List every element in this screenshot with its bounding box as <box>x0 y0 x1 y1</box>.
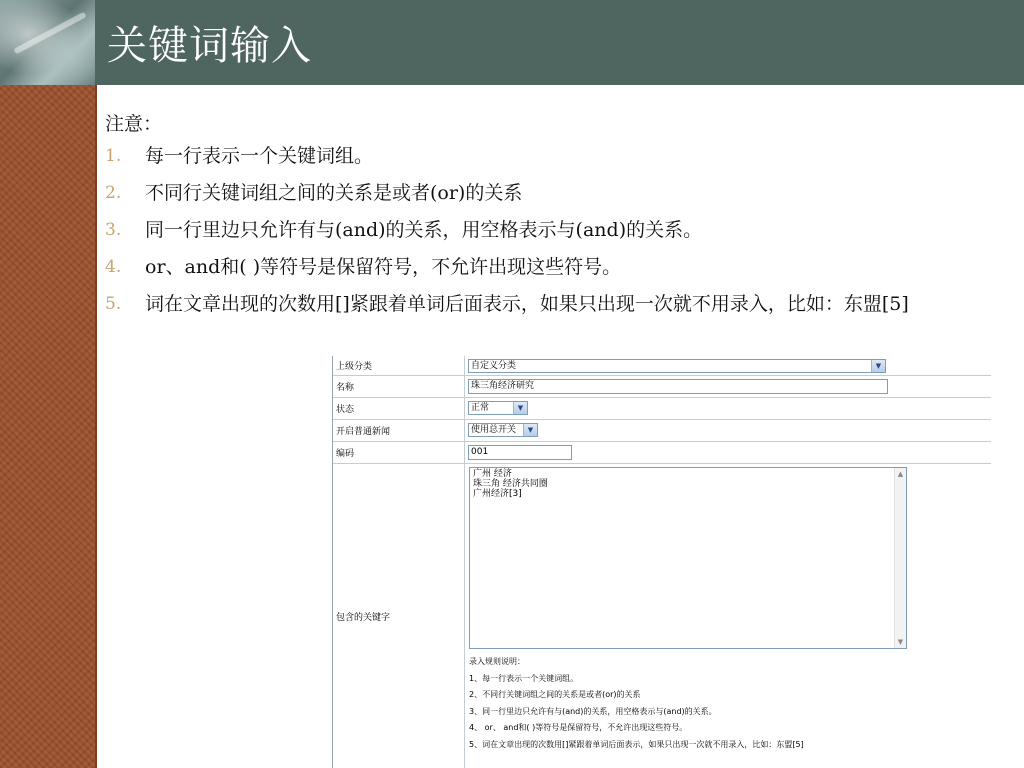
rules-line: 1、每一行表示一个关键词组。 <box>469 673 579 683</box>
status-select[interactable] <box>468 401 528 415</box>
notes-heading: 注意： <box>105 113 163 135</box>
notes-section <box>105 110 985 318</box>
name-cell <box>466 376 991 397</box>
keywords-label: 包含的关键字 <box>333 464 465 768</box>
scroll-down-icon[interactable]: ▼ <box>897 638 904 646</box>
chevron-down-icon[interactable]: ▼ <box>871 360 885 372</box>
code-cell <box>466 442 991 463</box>
slide-title: 关键词输入 <box>107 23 312 69</box>
notes-number: 1. <box>105 146 122 166</box>
rules-description <box>469 658 989 757</box>
rules-line: 4、 or、 and和( )等符号是保留符号，不允许出现这些符号。 <box>469 723 688 732</box>
parent-category-select[interactable] <box>468 359 886 373</box>
general-news-value: 使用总开关 <box>471 425 517 435</box>
status-label: 状态 <box>333 398 465 419</box>
notes-item-2 <box>105 179 985 207</box>
name-label: 名称 <box>333 376 465 397</box>
parent-category-label: 上级分类 <box>333 356 465 375</box>
form-row-name <box>333 376 991 398</box>
notes-text: 词在文章出现的次数用[]紧跟着单词后面表示，如果只出现一次就不用录入，比如：东盟[5] <box>145 293 909 315</box>
general-news-select[interactable] <box>468 423 538 437</box>
notes-text: 每一行表示一个关键词组。 <box>145 145 374 167</box>
notes-number: 5. <box>105 294 122 314</box>
textarea-scrollbar[interactable] <box>894 468 906 648</box>
header-photo <box>0 0 95 85</box>
form-row-status <box>333 398 991 420</box>
keywords-textarea[interactable] <box>469 467 907 649</box>
parent-category-cell <box>466 356 991 375</box>
keywords-cell <box>466 464 991 768</box>
form-row-keywords <box>333 464 991 768</box>
scroll-up-icon[interactable]: ▲ <box>897 470 904 478</box>
rules-line: 2、不同行关键词组之间的关系是或者(or)的关系 <box>469 690 641 699</box>
chevron-down-icon[interactable]: ▼ <box>513 402 527 414</box>
notes-list <box>105 142 985 318</box>
notes-number: 3. <box>105 220 122 240</box>
general-news-label: 开启普通新闻 <box>333 420 465 441</box>
code-input[interactable]: 001 <box>468 445 572 460</box>
form-row-parent-category <box>333 356 991 376</box>
notes-item-1 <box>105 142 985 170</box>
parent-category-value: 自定义分类 <box>471 361 517 371</box>
notes-text: or、and和( )等符号是保留符号，不允许出现这些符号。 <box>145 256 622 278</box>
form-row-code <box>333 442 991 464</box>
notes-number: 4. <box>105 257 122 277</box>
notes-item-3 <box>105 216 985 244</box>
left-decor-bar <box>0 85 95 768</box>
rules-line: 5、词在文章出现的次数用[]紧跟着单词后面表示，如果只出现一次就不用录入，比如：东盟[5] <box>469 739 804 749</box>
keyword-form <box>332 356 991 768</box>
notes-text: 不同行关键词组之间的关系是或者(or)的关系 <box>145 182 523 204</box>
keyword-line: 广州 经济 <box>473 469 512 479</box>
keyword-line: 广州经济[3] <box>473 489 522 499</box>
general-news-cell <box>466 420 991 441</box>
status-cell <box>466 398 991 419</box>
code-label: 编码 <box>333 442 465 463</box>
rules-line: 3、同一行里边只允许有与(and)的关系，用空格表示与(and)的关系。 <box>469 706 717 716</box>
keyword-line: 珠三角 经济共同圈 <box>473 479 548 489</box>
name-input[interactable]: 珠三角经济研究 <box>468 379 888 394</box>
rules-title: 录入规则说明： <box>469 657 525 666</box>
status-value: 正常 <box>471 403 490 413</box>
notes-number: 2. <box>105 183 122 203</box>
chevron-down-icon[interactable]: ▼ <box>523 424 537 436</box>
notes-item-4 <box>105 253 985 281</box>
notes-text: 同一行里边只允许有与(and)的关系，用空格表示与(and)的关系。 <box>145 219 703 241</box>
notes-item-5 <box>105 290 985 318</box>
left-decor-edge <box>95 85 97 768</box>
form-row-general-news <box>333 420 991 442</box>
